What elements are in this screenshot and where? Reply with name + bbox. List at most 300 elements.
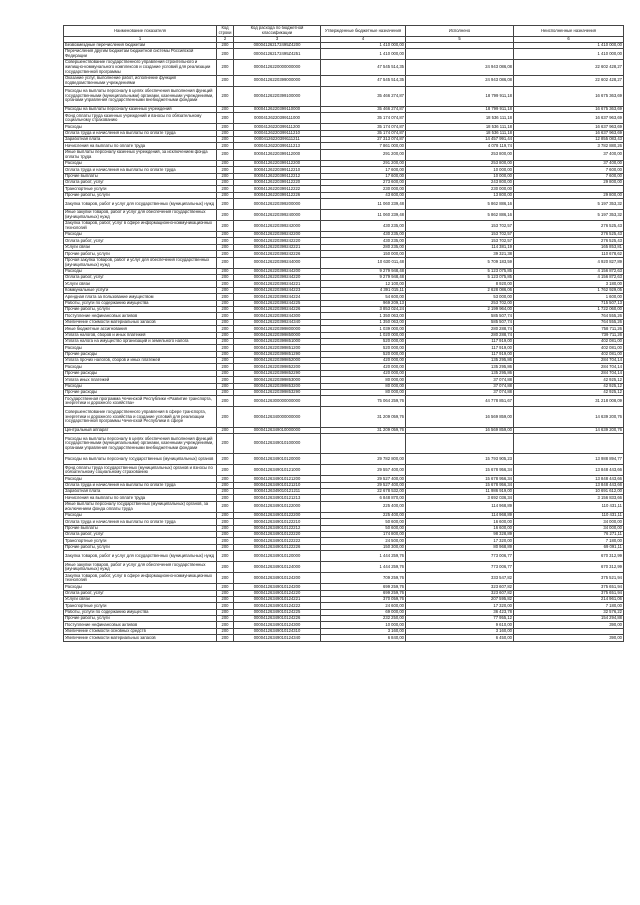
row-approved: 24 500,00 (321, 538, 406, 544)
row-executed: 117 919,00 (406, 345, 514, 351)
row-name: Увеличение стоимости материальных запасов (64, 319, 217, 325)
row-line-code: 200 (217, 59, 234, 75)
row-unexecuted: 739 711,26 (514, 332, 624, 338)
row-name: Прочие работы, услуги (64, 544, 217, 550)
row-budget-code: 00004126220399112226 (234, 192, 321, 198)
row-approved: 273 600,00 (321, 179, 406, 185)
row-executed: 53 000,00 (406, 294, 514, 300)
row-line-code: 200 (217, 525, 234, 531)
row-approved: 35 174 074,87 (321, 113, 406, 124)
row-unexecuted: 13 988 894,77 (514, 454, 624, 465)
row-unexecuted: 37 400,00 (514, 160, 624, 166)
row-approved: 35 466 274,87 (321, 106, 406, 112)
row-approved: 430 235,00 (321, 238, 406, 244)
row-approved: 11 060 239,48 (321, 210, 406, 221)
row-approved: 10 000,00 (321, 622, 406, 628)
row-unexecuted: 7 600,00 (514, 167, 624, 173)
row-executed: 323 607,82 (406, 584, 514, 590)
row-unexecuted: 390,00 (514, 622, 624, 628)
row-name: Прочие выплаты (64, 173, 217, 179)
row-line-code: 200 (217, 199, 234, 210)
row-executed: 14 457 991,44 (406, 136, 514, 142)
row-line-code: 200 (217, 332, 234, 338)
row-executed: 323 607,82 (406, 590, 514, 596)
row-unexecuted: 16 675 363,69 (514, 106, 624, 112)
row-budget-code: 00004126220399112200 (234, 160, 321, 166)
row-name: Увеличение стоимости основных средств (64, 628, 217, 634)
row-line-code: 200 (217, 390, 234, 396)
row-unexecuted: 5 197 353,32 (514, 210, 624, 221)
row-name: Начисления на выплаты по оплате труда (64, 143, 217, 149)
row-executed: 153 702,57 (406, 232, 514, 238)
row-line-code: 200 (217, 465, 234, 476)
row-line-code: 200 (217, 544, 234, 550)
row-line-code: 200 (217, 482, 234, 488)
row-line-code: 200 (217, 167, 234, 173)
row-executed: 10 000,00 (406, 167, 514, 173)
row-budget-code: 00004126349010124221 (234, 596, 321, 602)
row-name: Государственная программа Чеченской Республики «Развитие транспорта, энергетики и дорожного хозяйства» (64, 396, 217, 407)
row-executed: 18 799 911,18 (406, 86, 514, 106)
row-unexecuted: 110 431,11 (514, 501, 624, 512)
row-unexecuted: 13 848 443,66 (514, 465, 624, 476)
header-unexecuted: Неисполненные назначения (514, 26, 624, 37)
row-name: Расходы (64, 268, 217, 274)
row-budget-code: 00004126220399112220 (234, 179, 321, 185)
row-line-code: 200 (217, 370, 234, 376)
row-approved: 699 259,76 (321, 590, 406, 596)
row-approved: 709 259,76 (321, 573, 406, 584)
row-approved: 54 600,00 (321, 294, 406, 300)
table-body (64, 42, 624, 641)
row-unexecuted: 7 180,00 (514, 603, 624, 609)
row-line-code: 200 (217, 603, 234, 609)
row-budget-code: 00004126349010124200 (234, 584, 321, 590)
row-name: Иные закупки товаров, работ и услуг для обеспечения государственных (муниципальных) нужд (64, 562, 217, 573)
row-unexecuted: 14 639 200,76 (514, 407, 624, 427)
row-approved: 35 174 074,87 (321, 124, 406, 130)
row-approved: 430 235,00 (321, 221, 406, 232)
table-row (64, 501, 624, 512)
row-name: Прочая закупка товаров, работ и услуг для обеспечения государственных (муниципальных) нужд (64, 257, 217, 268)
row-budget-code: 00004126300000000000 (234, 396, 321, 407)
row-budget-code: 00004126220399000000 (234, 75, 321, 86)
row-executed: 5 709 183,59 (406, 257, 514, 268)
row-budget-code: 00004126220399244340 (234, 319, 321, 325)
row-approved: 27 313 074,87 (321, 136, 406, 142)
row-executed: 15 678 956,34 (406, 476, 514, 482)
row-executed: 773 006,77 (406, 562, 514, 573)
row-unexecuted: 4 920 827,89 (514, 257, 624, 268)
row-line-code: 200 (217, 313, 234, 319)
row-name: Увеличение стоимости материальных запасов (64, 635, 217, 641)
row-line-code: 200 (217, 383, 234, 389)
row-executed: 15 793 905,23 (406, 454, 514, 465)
row-budget-code: 00004126349010124225 (234, 609, 321, 615)
row-budget-code: 00004126349010124220 (234, 590, 321, 596)
header-approved: Утвержденные бюджетные назначения (321, 26, 406, 37)
row-line-code: 200 (217, 622, 234, 628)
row-unexecuted: 390,00 (514, 635, 624, 641)
row-approved: 1 410 000,00 (321, 48, 406, 59)
row-unexecuted: 284 704,14 (514, 370, 624, 376)
row-name: Прочие работы, услуги (64, 192, 217, 198)
row-executed: 253 800,00 (406, 149, 514, 160)
row-budget-code: 00004126220399800000 (234, 326, 321, 332)
row-approved: 1 020 000,00 (321, 332, 406, 338)
row-name: Иные выплаты персоналу казенных учреждений, за исключением фонда оплаты труда (64, 149, 217, 160)
row-name: Закупка товаров, работ, услуг в сфере информационно-коммуникационных технологий (64, 573, 217, 584)
row-budget-code: 00004126349010122212 (234, 525, 321, 531)
row-unexecuted: 1 762 929,05 (514, 287, 624, 293)
row-unexecuted: 16 637 963,69 (514, 130, 624, 136)
row-unexecuted: 1 600,00 (514, 294, 624, 300)
row-executed: 5 862 886,16 (406, 199, 514, 210)
row-approved: 291 200,00 (321, 160, 406, 166)
row-line-code: 200 (217, 476, 234, 482)
row-unexecuted: 375 651,94 (514, 584, 624, 590)
table-row (64, 210, 624, 221)
row-name: Оплата труда и начисления на выплаты по оплате труда (64, 130, 217, 136)
column-number: 4 (321, 37, 406, 43)
row-line-code: 200 (217, 113, 234, 124)
row-approved: 80 000,00 (321, 383, 406, 389)
row-approved: 232 250,00 (321, 616, 406, 622)
row-line-code: 200 (217, 358, 234, 364)
row-executed: 18 799 911,18 (406, 106, 514, 112)
row-unexecuted: 284 704,14 (514, 364, 624, 370)
row-budget-code: 00004126220399244300 (234, 313, 321, 319)
row-approved: 1 350 063,00 (321, 313, 406, 319)
row-approved: 29 527 400,00 (321, 476, 406, 482)
row-approved: 699 259,76 (321, 584, 406, 590)
row-executed (406, 434, 514, 454)
row-approved: 35 466 274,87 (321, 86, 406, 106)
row-line-code: 200 (217, 281, 234, 287)
row-executed: 18 536 111,18 (406, 130, 514, 136)
row-approved: 50 600,00 (321, 519, 406, 525)
row-approved: 430 235,00 (321, 232, 406, 238)
row-unexecuted: 284 704,14 (514, 358, 624, 364)
row-name: Работы, услуги по содержанию имущества (64, 300, 217, 306)
row-name: Иные закупки товаров, работ и услуг для обеспечения государственных (муниципальных) нужд (64, 210, 217, 221)
row-budget-code: 00004126220399851000 (234, 338, 321, 344)
row-executed: 153 702,57 (406, 221, 514, 232)
row-name: Расходы на выплаты персоналу в целях обеспечения выполнения функций государственными (муниципальными) органами, казенными учреждениями, органами управления государственными внебюджетными фондами (64, 434, 217, 454)
row-executed: 5 862 886,16 (406, 210, 514, 221)
header-executed: Исполнено (406, 26, 514, 37)
row-approved: 10 630 011,48 (321, 257, 406, 268)
row-approved: 35 174 074,87 (321, 130, 406, 136)
row-budget-code: 00004126349010121210 (234, 482, 321, 488)
row-budget-code: 00004126220399110000 (234, 106, 321, 112)
row-unexecuted: 154 294,88 (514, 616, 624, 622)
row-name: Центральный аппарат (64, 427, 217, 433)
row-name: Услуги связи (64, 596, 217, 602)
row-name: Иные выплаты персоналу государственных (муниципальных) органов, за исключением фонда оплаты труда (64, 501, 217, 512)
row-executed: 77 955,12 (406, 616, 514, 622)
row-line-code: 200 (217, 106, 234, 112)
row-approved: 969 209,13 (321, 300, 406, 306)
table-row (64, 113, 624, 124)
row-executed: 18 536 111,18 (406, 113, 514, 124)
row-unexecuted: 715 507,13 (514, 300, 624, 306)
table-row (64, 573, 624, 584)
row-line-code: 200 (217, 351, 234, 357)
row-name: Услуги связи (64, 281, 217, 287)
row-approved: 1 350 063,00 (321, 319, 406, 325)
row-budget-code: 00004126340000000000 (234, 407, 321, 427)
row-line-code: 200 (217, 210, 234, 221)
row-line-code: 200 (217, 257, 234, 268)
row-executed: 8 920,00 (406, 281, 514, 287)
row-budget-code: 00004126349010124310 (234, 628, 321, 634)
row-budget-code: 00004126220399242000 (234, 221, 321, 232)
row-name: Арендная плата за пользование имуществом (64, 294, 217, 300)
row-approved: 24 600,00 (321, 603, 406, 609)
row-budget-code: 000041262172495Z4200 (234, 42, 321, 48)
row-unexecuted: 402 081,00 (514, 338, 624, 344)
table-row (64, 465, 624, 476)
row-name: Расходы (64, 584, 217, 590)
row-name: Транспортные услуги (64, 538, 217, 544)
row-budget-code: 00004126349010121213 (234, 495, 321, 501)
row-budget-code: 00004126220399242200 (234, 232, 321, 238)
row-unexecuted: 670 312,99 (514, 562, 624, 573)
row-executed: 3 160,00 (406, 628, 514, 634)
row-line-code: 200 (217, 275, 234, 281)
row-executed: 17 320,00 (406, 538, 514, 544)
row-executed: 24 943 086,08 (406, 75, 514, 86)
row-line-code: 200 (217, 124, 234, 130)
row-executed: 153 702,57 (406, 238, 514, 244)
row-approved: 520 000,00 (321, 351, 406, 357)
row-line-code: 200 (217, 294, 234, 300)
row-line-code: 200 (217, 238, 234, 244)
row-budget-code: 00004126349010122226 (234, 544, 321, 550)
row-approved: 150 300,00 (321, 544, 406, 550)
row-line-code: 200 (217, 488, 234, 494)
row-unexecuted: 7 600,00 (514, 173, 624, 179)
row-line-code: 200 (217, 143, 234, 149)
row-name: Оплата труда и начисления на выплаты по оплате труда (64, 482, 217, 488)
row-budget-code: 00004126349010124222 (234, 603, 321, 609)
row-executed: 3 692 036,34 (406, 495, 514, 501)
row-budget-code: 00004126349010124340 (234, 635, 321, 641)
row-line-code: 200 (217, 300, 234, 306)
row-unexecuted: 34 000,00 (514, 519, 624, 525)
row-unexecuted: 22 602 428,27 (514, 75, 624, 86)
row-line-code: 200 (217, 160, 234, 166)
table-row (64, 59, 624, 75)
header-line-code: Код строки (217, 26, 234, 37)
table-row (64, 86, 624, 106)
header-indicator-name: Наименование показателя (64, 26, 217, 37)
row-executed: 135 295,86 (406, 364, 514, 370)
table-row (64, 562, 624, 573)
row-line-code: 200 (217, 287, 234, 293)
row-line-code: 200 (217, 319, 234, 325)
row-line-code: 200 (217, 136, 234, 142)
table-row (64, 149, 624, 160)
row-line-code: 200 (217, 616, 234, 622)
table-row (64, 434, 624, 454)
row-executed: 6 450,00 (406, 635, 514, 641)
row-name: Закупка товаров, работ, услуг в сфере информационно-коммуникационных технологий (64, 221, 217, 232)
row-name: Закупка товаров, работ и услуг для государственных (муниципальных) нужд (64, 551, 217, 562)
row-line-code: 200 (217, 345, 234, 351)
row-executed: 4 078 119,74 (406, 143, 514, 149)
row-budget-code: 00004126349010122200 (234, 512, 321, 518)
row-unexecuted: 29 800,00 (514, 192, 624, 198)
row-name: Расходы (64, 383, 217, 389)
row-name: Совершенствование государственного управления строительного и жилищно-коммунального комплексов и создание условий для реализации государственной программы (64, 59, 217, 75)
row-line-code: 200 (217, 628, 234, 634)
row-unexecuted: 4 156 872,63 (514, 275, 624, 281)
table-row (64, 454, 624, 465)
header-budget-code: Код расхода по бюджетной классификации (234, 26, 321, 37)
row-budget-code: 00004126220399244226 (234, 306, 321, 312)
row-unexecuted: 16 637 963,69 (514, 124, 624, 130)
row-budget-code: 00004126220399244221 (234, 281, 321, 287)
row-budget-code: 00004126349010000000 (234, 427, 321, 433)
row-budget-code: 00004126220399111213 (234, 143, 321, 149)
row-budget-code: 00004126349010122222 (234, 538, 321, 544)
row-unexecuted: 1 410 000,00 (514, 48, 624, 59)
row-name: Оплата работ, услуг (64, 590, 217, 596)
row-budget-code: 00004126220399244223 (234, 287, 321, 293)
row-name: Иные бюджетные ассигнования (64, 326, 217, 332)
row-executed: 39 321,38 (406, 251, 514, 257)
row-executed: 135 295,86 (406, 370, 514, 376)
row-line-code: 200 (217, 396, 234, 407)
row-approved: 520 000,00 (321, 345, 406, 351)
row-unexecuted: 402 081,00 (514, 351, 624, 357)
row-name: Оплата работ, услуг (64, 275, 217, 281)
row-budget-code: 00004126220399112210 (234, 167, 321, 173)
row-line-code: 200 (217, 495, 234, 501)
row-budget-code: 00004126220399112212 (234, 173, 321, 179)
row-line-code: 200 (217, 377, 234, 383)
row-approved: 31 209 059,76 (321, 427, 406, 433)
row-approved: 420 000,00 (321, 370, 406, 376)
row-name: Уплата иных платежей (64, 377, 217, 383)
row-approved: 225 400,00 (321, 501, 406, 512)
row-line-code: 200 (217, 179, 234, 185)
row-name: Заработная плата (64, 136, 217, 142)
row-name: Фонд оплаты труда казенных учреждений и взносы по обязательному социальному страхованию (64, 113, 217, 124)
row-name: Уплата налогов, сборов и иных платежей (64, 332, 217, 338)
row-executed: 15 678 956,34 (406, 465, 514, 476)
row-unexecuted: 764 555,26 (514, 313, 624, 319)
row-unexecuted: 764 555,26 (514, 319, 624, 325)
row-approved: 9 279 948,48 (321, 268, 406, 274)
row-executed: 10 000,00 (406, 173, 514, 179)
row-unexecuted: 3 180,00 (514, 281, 624, 287)
row-name: Оплата работ, услуг (64, 238, 217, 244)
row-approved: 520 000,00 (321, 338, 406, 344)
row-name: Оплата работ, услуг (64, 179, 217, 185)
row-line-code: 200 (217, 130, 234, 136)
row-executed: 207 595,82 (406, 596, 514, 602)
row-line-code: 200 (217, 186, 234, 192)
row-approved: 420 000,00 (321, 358, 406, 364)
row-approved: 29 557 400,00 (321, 465, 406, 476)
row-executed: 585 507,74 (406, 313, 514, 319)
column-number: 6 (514, 37, 624, 43)
table-header-row (64, 26, 624, 37)
row-line-code: 200 (217, 551, 234, 562)
row-executed: 117 919,00 (406, 338, 514, 344)
row-executed: 117 919,00 (406, 351, 514, 357)
column-number: 2 (217, 37, 234, 43)
row-unexecuted: 7 180,00 (514, 538, 624, 544)
row-unexecuted: 4 156 872,63 (514, 268, 624, 274)
row-name: Оплата труда и начисления на выплаты по оплате труда (64, 519, 217, 525)
row-approved: 3 853 024,24 (321, 306, 406, 312)
row-budget-code: 00004126220000000000 (234, 59, 321, 75)
row-budget-code: 00004126220399112000 (234, 149, 321, 160)
row-executed: 773 006,77 (406, 551, 514, 562)
row-approved: 174 800,00 (321, 531, 406, 537)
row-line-code: 200 (217, 268, 234, 274)
row-line-code: 200 (217, 86, 234, 106)
row-approved: 12 100,00 (321, 281, 406, 287)
row-budget-code: 000041262172495Z4251 (234, 48, 321, 59)
row-approved: 17 600,00 (321, 167, 406, 173)
row-line-code: 200 (217, 584, 234, 590)
row-executed: 37 074,88 (406, 390, 514, 396)
row-executed: 16 569 859,00 (406, 427, 514, 433)
row-budget-code: 00004126220399111211 (234, 136, 321, 142)
row-approved: 69 000,00 (321, 609, 406, 615)
row-name: Совершенствование государственного управления в сфере транспорта, энергетики и дорожного хозяйства и создание условий для реализации государственной программы Чеченской Республики в сфере (64, 407, 217, 427)
row-executed: 11 986 919,00 (406, 488, 514, 494)
row-budget-code: 00004126220399200000 (234, 199, 321, 210)
row-executed: 243 800,00 (406, 179, 514, 185)
row-approved: 47 545 514,35 (321, 75, 406, 86)
row-name: Уплата прочих налогов, сборов и иных платежей (64, 358, 217, 364)
row-unexecuted: 37 400,00 (514, 149, 624, 160)
row-name: Работы, услуги по содержанию имущества (64, 609, 217, 615)
budget-execution-table (63, 25, 624, 642)
row-name: Фонд оплаты труда государственных (муниципальных) органов и взносы по обязательному социальному страхованию (64, 465, 217, 476)
row-line-code: 200 (217, 407, 234, 427)
row-name: Расходы (64, 364, 217, 370)
row-executed: 44 778 851,67 (406, 396, 514, 407)
row-executed: 230 000,00 (406, 186, 514, 192)
row-approved: 11 060 239,48 (321, 199, 406, 210)
row-budget-code: 00004126349010100000 (234, 434, 321, 454)
row-executed: 585 507,74 (406, 319, 514, 325)
row-unexecuted: 14 639 200,76 (514, 427, 624, 433)
row-line-code: 200 (217, 42, 234, 48)
row-executed: 37 074,88 (406, 383, 514, 389)
row-unexecuted (514, 434, 624, 454)
row-executed: 2 628 086,06 (406, 287, 514, 293)
row-executed: 9 610,00 (406, 622, 514, 628)
row-approved: 29 527 400,00 (321, 482, 406, 488)
row-budget-code: 00004126220399242220 (234, 238, 321, 244)
row-budget-code: 00004126220399111000 (234, 113, 321, 124)
row-name: Расходы (64, 512, 217, 518)
row-executed: 98 328,89 (406, 531, 514, 537)
row-unexecuted: 3 782 880,26 (514, 143, 624, 149)
row-executed: 114 381,19 (406, 244, 514, 250)
row-name: Коммунальные услуги (64, 287, 217, 293)
row-executed: 16 569 859,00 (406, 407, 514, 427)
row-budget-code: 00004126220399851200 (234, 345, 321, 351)
